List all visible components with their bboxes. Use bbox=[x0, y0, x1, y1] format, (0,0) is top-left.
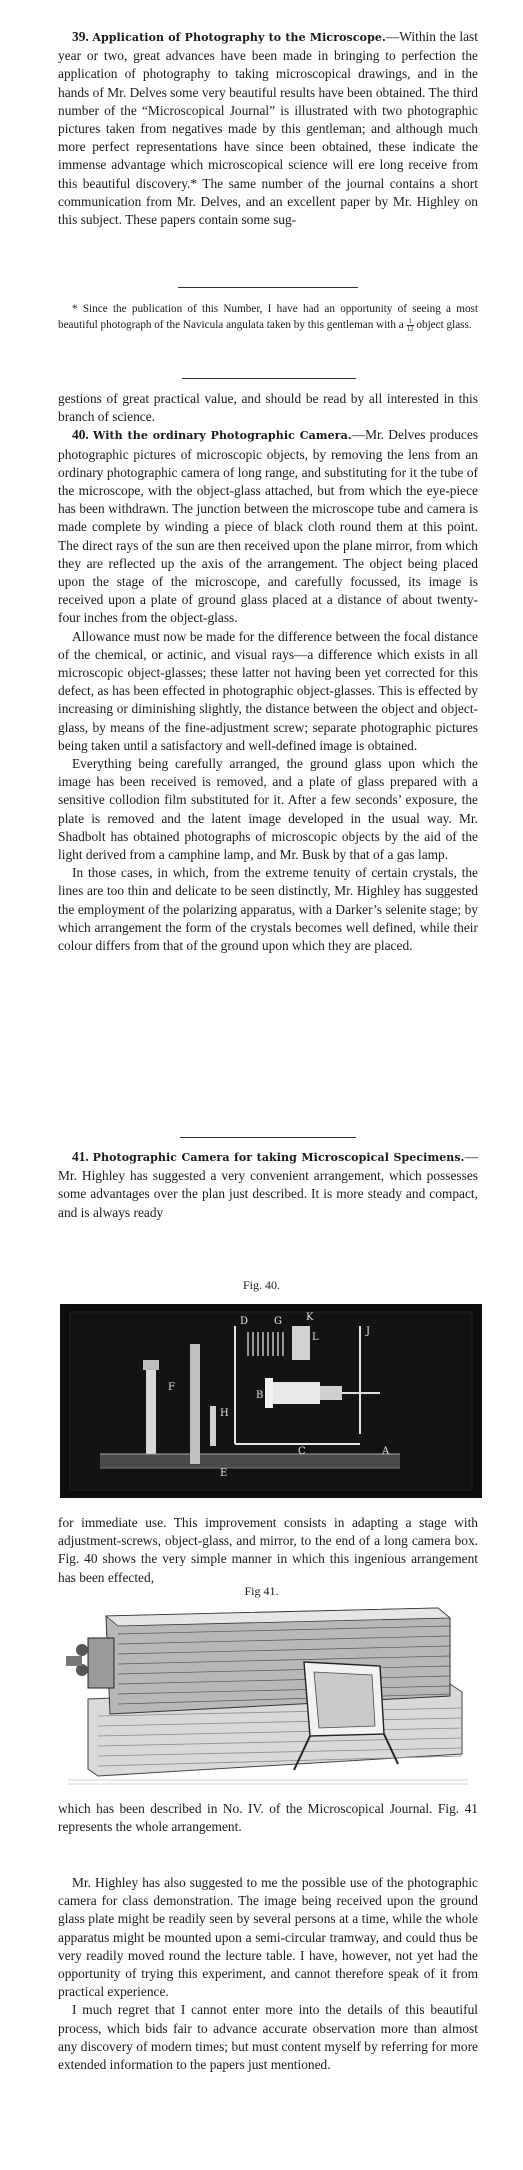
paragraph: Mr. Highley has also suggested to me the possible use of the photographic camera for class demonstration. The image being received upon the ground glass plate might be readily seen by several persons at a time, while the whole apparatus might be mounted upon a semi-circular tramway, and could thus be very readily moved round the lecture table. I have, however, not yet had the opportunity of trying this experiment, and cannot therefore speak of it from practical experience. bbox=[58, 1875, 478, 2000]
microscope-stage-engraving bbox=[60, 1304, 482, 1498]
divider bbox=[182, 378, 356, 379]
section-41-end bbox=[58, 1800, 478, 1836]
label-j: J bbox=[366, 1326, 371, 1337]
footnote-text-end: object glass. bbox=[413, 318, 472, 331]
paragraph-text: —Mr. Highley has suggested a very convenient arrangement, which possesses some advantages over the plan just described. It is more steady and compact, and is always ready bbox=[58, 1149, 478, 1220]
figure-caption: Fig 41. bbox=[244, 1584, 279, 1598]
label-l: L bbox=[312, 1332, 319, 1343]
divider bbox=[178, 287, 358, 288]
section-number: 41. bbox=[72, 1149, 89, 1164]
label-f: F bbox=[168, 1382, 175, 1393]
label-e: E bbox=[220, 1468, 228, 1479]
section-heading: Photographic Camera for taking Microscopical Specimens. bbox=[92, 1151, 465, 1164]
fraction-denominator: 12 bbox=[406, 324, 414, 333]
section-number: 40. bbox=[72, 427, 89, 443]
label-k: K bbox=[306, 1312, 314, 1323]
paragraph: Allowance must now be made for the difference between the focal distance of the chemical, or actinic, and visual rays—a difference which exists in all microscopic object-glasses; these latter not having been yet corrected for this defect, as has been effected in photographic object-glasses. This is effected by increasing or diminishing slightly, the distance between the object and object-glass, by means of the fine-adjustment screw; separate photographic pictures being taken until a satisfactory and well-defined image is obtained. bbox=[58, 628, 478, 753]
figure-41 bbox=[58, 1604, 478, 1790]
divider bbox=[180, 1137, 356, 1138]
label-a: A bbox=[382, 1446, 390, 1457]
paragraph bbox=[58, 1148, 478, 1222]
paragraph: gestions of great practical value, and should be read by all interested in this branch of science. bbox=[58, 391, 478, 425]
label-c: C bbox=[298, 1446, 306, 1457]
paragraph bbox=[58, 426, 478, 627]
section-heading: With the ordinary Photographic Camera. bbox=[92, 429, 352, 443]
figure-caption: Fig. 40. bbox=[242, 1278, 280, 1292]
label-g: G bbox=[274, 1316, 282, 1327]
paragraph: In those cases, in which, from the extreme tenuity of certain crystals, the lines are too thin and delicate to be seen distinctly, Mr. Highley has suggested the employment of the polarizing apparatus, with a Darker’s selenite stage; by which arrangement the form of the crystals becomes well defined, while their colour differs from that of the ground upon which they are placed. bbox=[58, 865, 478, 954]
paragraph: for immediate use. This improvement consists in adapting a stage with adjustment-screws, object-glass, and mirror, to the end of a long camera box. Fig. 40 shows the very simple manner in which this ingenious arrangement has been effected, bbox=[58, 1515, 478, 1585]
section-41 bbox=[58, 1148, 478, 1222]
section-41-closing bbox=[58, 1874, 478, 2074]
fraction-numerator: 1 bbox=[408, 316, 412, 325]
section-heading: Application of Photography to the Microscope. bbox=[92, 31, 386, 44]
paragraph: Everything being carefully arranged, the ground glass upon which the image has been received is removed, and a plate of glass prepared with a sensitive collodion film substituted for it. After a few seconds’ exposure, the plate is removed and the latent image developed in the usual way. Mr. Shadbolt has obtained photographs of microscopic objects by the aid of the light derived from a camphine lamp, and Mr. Busk by that of a gas lamp. bbox=[58, 756, 478, 863]
footnote bbox=[58, 302, 478, 333]
section-41-continued bbox=[58, 1514, 478, 1587]
section-40 bbox=[58, 390, 478, 955]
paragraph-text: —Mr. Delves produces photographic pictures of microscopic objects, by removing the lens from an ordinary photographic camera of long range, and substituting for it the tube of the microscope, with the object-glass attached, but from which the eye-piece has been withdrawn. The junction between the microscope tube and camera is made complete by winding a piece of black cloth round them at this point. The direct rays of the sun are then received upon the plane mirror, from which they are reflected up the axis of the arrangement. The object being placed upon the stage of the microscope, and carefully focussed, its image is received upon a plate of ground glass placed at a distance of about twenty-four inches from the object-glass. bbox=[58, 427, 478, 626]
camera-box-engraving bbox=[58, 1604, 478, 1790]
footnote-text: * Since the publication of this Number, I have had an opportunity of seeing a most beautiful photograph of the Navicula angulata taken by this gentleman with a bbox=[58, 303, 478, 331]
label-h: H bbox=[220, 1408, 229, 1419]
label-b: B bbox=[256, 1390, 264, 1401]
section-39 bbox=[58, 28, 478, 229]
figure-40 bbox=[60, 1304, 482, 1498]
paragraph: I much regret that I cannot enter more into the details of this beautiful process, which bids fair to advance accurate observation more than almost any discovery of modern times; but must content myself by referring for more extended information to the papers just mentioned. bbox=[58, 2002, 478, 2073]
paragraph: which has been described in No. IV. of the Microscopical Journal. Fig. 41 represents the whole arrangement. bbox=[58, 1801, 478, 1835]
paragraph: —Within the last year or two, great advances have been made in bringing to perfection the application of photography to taking microscopical drawings, and in the hands of Mr. Delves some very beautiful results have been obtained. The third number of the “Microscopical Journal” is illustrated with two photographic pictures taken from negatives made by this gentleman; and although much more perfect representations have since been obtained, these indicate the immense advantage which microscopical science will ere long receive from this beautiful discovery.* The same number of the journal contains a short communication from Mr. Delves, and an excellent paper by Mr. Highley on this subject. These papers contain some sug- bbox=[58, 29, 478, 228]
label-d: D bbox=[240, 1316, 249, 1327]
section-number: 39. bbox=[72, 29, 89, 44]
